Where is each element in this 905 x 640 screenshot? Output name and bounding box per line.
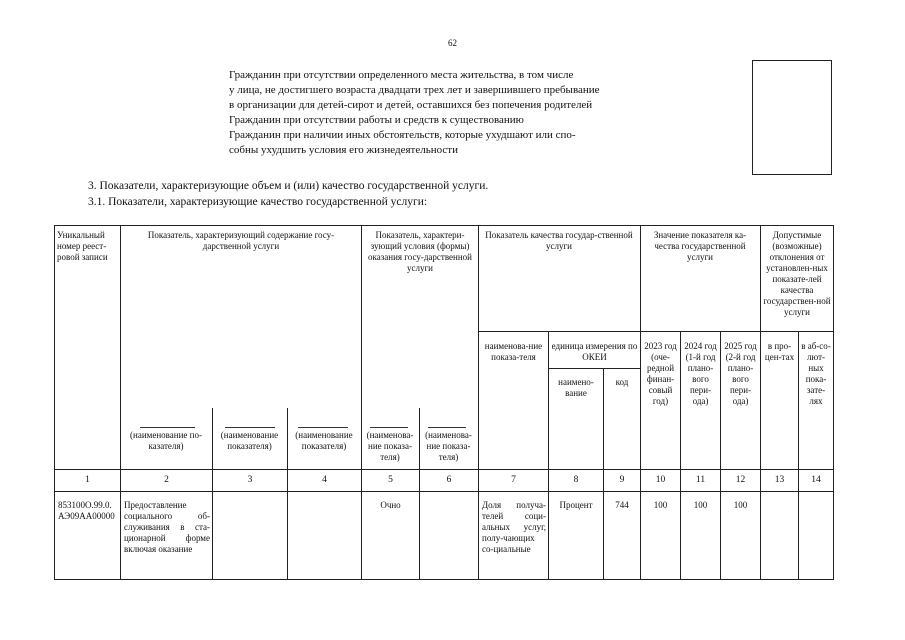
quality-indicator-name: Доля получа-телей соци-альных услуг, полу-чающих со-циальные bbox=[482, 500, 546, 554]
page-number: 62 bbox=[448, 38, 457, 48]
column-number: 4 bbox=[322, 475, 327, 485]
value-2024: 100 bbox=[693, 500, 708, 510]
header-registry-number: Уникальный номер реест-ровой записи bbox=[57, 230, 108, 262]
indicator-name-caption: (наименование показателя) bbox=[295, 430, 353, 451]
header-indicator-name: наименова-ние показа-теля bbox=[484, 341, 543, 362]
column-number: 9 bbox=[619, 475, 625, 485]
header-year-2024: 2024 год (1-й год плано-вого пери-ода) bbox=[684, 341, 717, 406]
indicator-name-caption: (наименование показателя) bbox=[220, 430, 279, 451]
unit-name: Процент bbox=[559, 500, 593, 510]
indicator-name-caption: (наименова-ние показа-теля) bbox=[425, 430, 472, 462]
column-number: 10 bbox=[655, 475, 666, 485]
section-heading: 3. Показатели, характеризующие объем и (или) качество государственной услуги. bbox=[88, 180, 489, 192]
header-in-percent: в про-цен-тах bbox=[764, 341, 795, 362]
column-number: 2 bbox=[164, 475, 169, 485]
intro-line: собны ухудшить условия его жизнедеятельности bbox=[229, 144, 458, 156]
column-number: 3 bbox=[247, 475, 253, 485]
intro-line: у лица, не достигшего возраста двадцати трех лет и завершившего пребывание bbox=[229, 84, 600, 96]
code-box bbox=[752, 60, 832, 175]
header-year-2023: 2023 год (оче-редной финан-совый год) bbox=[644, 341, 677, 406]
column-number: 6 bbox=[446, 475, 452, 485]
registry-record-number: 853100О.99.0.АЭ09АА00000 bbox=[58, 500, 115, 521]
column-number: 12 bbox=[735, 475, 746, 485]
value-2025: 100 bbox=[733, 500, 748, 510]
intro-line: Гражданин при отсутствии работы и средств к существованию bbox=[229, 114, 524, 126]
header-quality-indicator: Показатель качества государ-ственной услуги bbox=[485, 230, 633, 251]
header-unit-okei: единица измерения по ОКЕИ bbox=[551, 341, 638, 362]
indicator-name-caption: (наименование по-казателя) bbox=[130, 430, 202, 451]
column-number: 8 bbox=[573, 475, 579, 485]
header-year-2025: 2025 год (2-й год плано-вого пери-ода) bbox=[724, 341, 757, 406]
header-in-absolute: в аб-со-лют-ных пока-зате-лях bbox=[801, 341, 831, 406]
header-allowed-deviation: Допустимые (возможные) отклонения от установлен-ных показате-лей качества государствен-ной услуги bbox=[763, 230, 831, 317]
subsection-heading: 3.1. Показатели, характеризующие качество государственной услуги: bbox=[88, 196, 428, 208]
column-number: 14 bbox=[811, 475, 821, 485]
header-indicator-value: Значение показателя ка-чества государственной услуги bbox=[653, 230, 747, 262]
unit-code: 744 bbox=[615, 500, 629, 510]
indicator-name-caption: (наименова-ние показа-теля) bbox=[366, 430, 414, 462]
value-2023: 100 bbox=[653, 500, 668, 510]
service-form: Очно bbox=[380, 500, 401, 510]
column-number: 5 bbox=[388, 475, 393, 485]
intro-line: Гражданин при отсутствии определенного места жительства, в том числе bbox=[229, 69, 574, 81]
header-unit-name: наимено-вание bbox=[558, 377, 594, 398]
column-number: 7 bbox=[511, 475, 516, 485]
header-content-indicator: Показатель, характеризующий содержание госу-дарственной услуги bbox=[147, 230, 335, 251]
column-number: 11 bbox=[695, 475, 706, 485]
service-content: Предоставление социального об-служивания в ста-ционарной форме включая оказание bbox=[124, 500, 210, 554]
column-number: 13 bbox=[774, 475, 785, 485]
intro-line: Гражданин при наличии иных обстоятельств, которые ухудшают или спо- bbox=[229, 129, 576, 141]
column-number: 1 bbox=[85, 475, 90, 485]
intro-line: в организации для детей-сирот и детей, оставшихся без попечения родителей bbox=[229, 99, 593, 111]
header-unit-code: код bbox=[615, 377, 629, 387]
header-condition-indicator: Показатель, характери-зующий условия (формы) оказания госу-дарственной услуги bbox=[367, 230, 472, 273]
